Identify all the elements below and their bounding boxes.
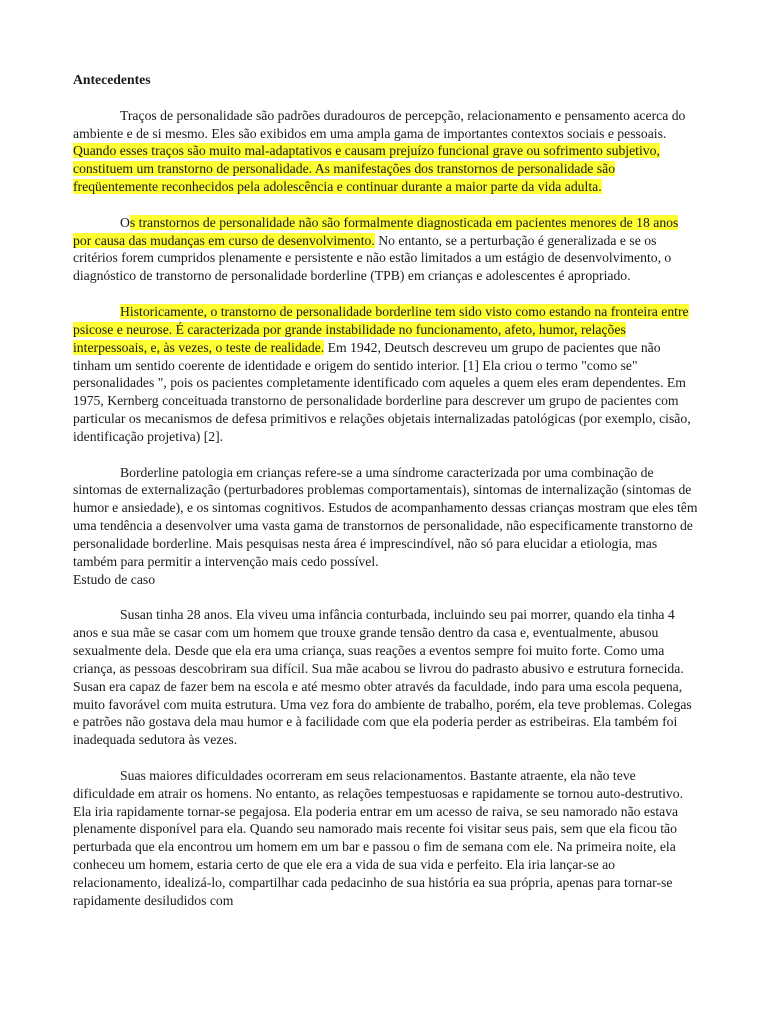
paragraph-2-highlight: s transtornos de personalidade não são formalmente diagnosticada em pacientes menores de 18 anos por causa das mudanças em curso de desenvolvimento.	[73, 214, 679, 248]
paragraph-1-text: Traços de personalidade são padrões duradouros de percepção, relacionamento e pensamento acerca do ambiente e de si mesmo. Eles são exibidos em uma ampla gama de importantes contextos sociais e pessoais.	[73, 107, 686, 141]
paragraph-1-highlight: Quando esses traços são muito mal-adaptativos e causam prejuízo funcional grave ou sofrimento subjetivo, constituem um transtorno de personalidade. As manifestações dos transtornos de personalidade são freqüentemente reconhecidos pela adolescência e continuar durante a maior parte da vida adulta.	[73, 143, 660, 195]
paragraph-2-text: No entanto, se a perturbação é generalizada e se os critérios forem cumpridos plenamente e persistente e não estão limitados a um estágio de desenvolvimento, o diagnóstico de transtorno de personalidade borderline (TPB) em crianças e adolescentes é apropriado.	[73, 232, 672, 284]
paragraph-3-text: Em 1942, Deutsch descreveu um grupo de pacientes que não tinham um sentido coerente de identidade e origem do sentido interior. [1] Ela criou o termo "como se" personalidades ", pois os pacientes completamente identificado com aqueles a quem eles eram dependentes. Em 1975, Kernberg conceituada transtorno de personalidade borderline para descrever um grupo de pacientes com particular os mecanismos de defesa primitivos e relações objetais internalizadas patológicas (por exemplo, cisão, identificação projetiva) [2].	[73, 339, 691, 444]
paragraph-6: Suas maiores dificuldades ocorreram em seus relacionamentos. Bastante atraente, ela não teve dificuldade em atrair os homens. No entanto, as relações tempestuosas e rapidamente se tornou auto-destrutivo. Ela iria rapidamente tornar-se pegajosa. Ela poderia entrar em um acesso de raiva, se seu namorado não estava plenamente disponível para ela. Quando seu namorado mais recente foi visitar seus pais, sem que ela ficou tão perturbada que ela encontrou um homem em um bar e passou o fim de semana com ele. Na primeira noite, ela conheceu um homem, estaria certo de que ele era a vida de sua vida e perfeito. Ela iria lançar-se ao relacionamento, idealizá-lo, compartilhar cada pedacinho de sua história ea sua própria, apenas para tornar-se rapidamente desiludidos com	[73, 767, 684, 908]
paragraph-3-highlight: Historicamente, o transtorno de personalidade borderline tem sido visto como estando na fronteira entre psicose e neurose. É caracterizada por grande instabilidade no funcionamento, afeto, humor, relações interpessoais, e, às vezes, o teste de realidade.	[73, 303, 689, 355]
paragraph-1	[73, 107, 698, 196]
paragraph-2	[73, 214, 698, 285]
paragraph-4: Borderline patologia em crianças refere-se a uma síndrome caracterizada por uma combinação de sintomas de externalização (perturbadores problemas comportamentais), sintomas de internalização (sintomas de humor e ansiedade), e os sintomas cognitivos. Estudos de acompanhamento dessas crianças mostram que eles têm uma tendência a desenvolver uma vasta gama de transtornos de personalidade, não especificamente transtorno de personalidade borderline. Mais pesquisas nesta área é imprescindível, não só para elucidar a etiologia, mas também para permitir a intervenção mais cedo possível.	[73, 464, 698, 569]
case-study-heading: Estudo de caso	[73, 571, 156, 587]
paragraph-2-initial: O	[120, 214, 130, 230]
paragraph-3	[73, 303, 698, 446]
document-page	[73, 71, 698, 910]
paragraph-5: Susan tinha 28 anos. Ela viveu uma infância conturbada, incluindo seu pai morrer, quando ela tinha 4 anos e sua mãe se casar com um homem que trouxe grande tensão dentro da casa e, eventualmente, abusou sexualmente dela. Desde que ela era uma criança, suas reações a eventos sempre foi muito forte. Como uma criança, as pessoas descobriram sua difícil. Sua mãe acabou se livrou do padrasto abusivo e estrutura fornecida. Susan era capaz de fazer bem na escola e até mesmo obter através da faculdade, indo para uma escola pequena, muito favorável com muita estrutura. Uma vez fora do ambiente de trabalho, porém, ela teve problemas. Colegas e patrões não gostava dela mau humor e à facilidade com que ela poderia perder as estribeiras. Ela também foi inadequada sedutora às vezes.	[73, 607, 692, 748]
section-heading: Antecedentes	[73, 72, 151, 87]
